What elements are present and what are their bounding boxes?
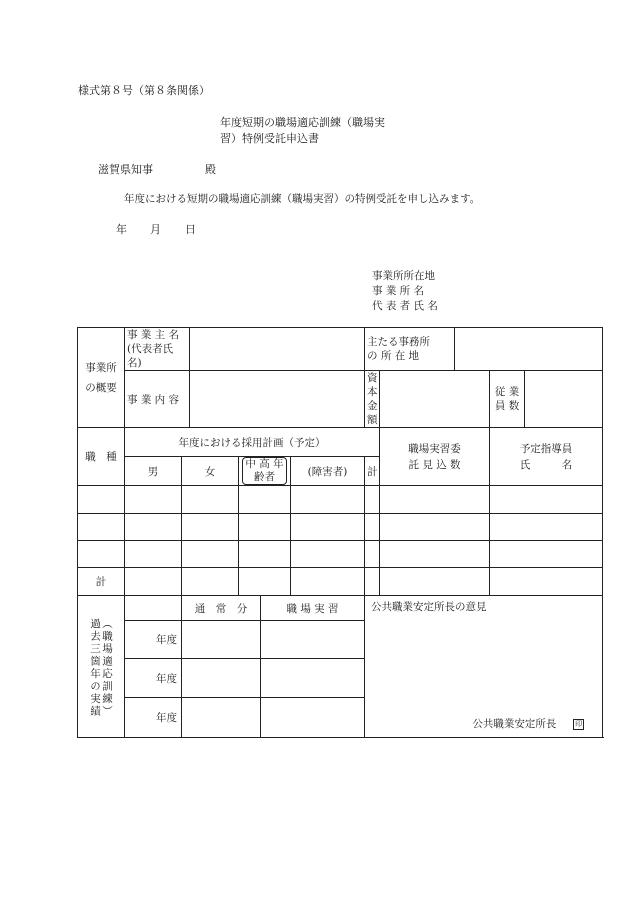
year-2-normal[interactable] xyxy=(182,659,261,698)
total-row xyxy=(78,568,603,596)
disabled-header: (障害者) xyxy=(291,457,365,486)
capital-value[interactable] xyxy=(380,371,490,428)
date-year: 年 xyxy=(116,223,127,236)
seal-icon: 印 xyxy=(575,719,583,728)
owner-value[interactable] xyxy=(190,328,365,371)
employees-value[interactable] xyxy=(525,371,603,428)
year-1-normal[interactable] xyxy=(182,621,261,659)
female-header: 女 xyxy=(182,457,239,486)
year-1-label: 年度 xyxy=(125,621,182,659)
statement: 年度における短期の職場適応訓練（職場実習）の特例受託を申し込みます。 xyxy=(124,193,481,205)
year-3-label: 年度 xyxy=(125,698,182,738)
form-number: 様式第８号（第８条関係） xyxy=(78,84,210,97)
hiring-plan-label: 年度における採用計画（予定） xyxy=(125,428,380,457)
owner-label: 事 業 主 名 (代表者氏名) xyxy=(125,328,190,371)
honorific: 殿 xyxy=(205,163,216,176)
business-value[interactable] xyxy=(190,371,365,428)
elderly-box: 中 高 年 齢者 xyxy=(242,457,286,485)
past-header-blank xyxy=(125,596,182,621)
table-row xyxy=(78,541,603,568)
instructor-label: 予定指導員 氏 名 xyxy=(490,428,603,486)
opinion-label: 公共職業安定所長の意見 xyxy=(371,601,487,613)
business-label: 事 業 内 容 xyxy=(125,371,190,428)
director-signature xyxy=(472,716,584,731)
subtotal-header: 計 xyxy=(365,457,380,486)
normal-header: 通 常 分 xyxy=(182,596,261,621)
main-office-label: 主たる事務所 の 所 在 地 xyxy=(365,328,455,371)
applicant-representative-label: 代 表 者 氏 名 xyxy=(372,300,438,312)
workplace-header: 職 場 実 習 xyxy=(261,596,365,621)
date-day: 日 xyxy=(185,223,196,236)
job-type-label: 職 種 xyxy=(78,428,125,486)
addressee: 滋賀県知事 xyxy=(98,163,153,176)
year-2-label: 年度 xyxy=(125,659,182,698)
male-header: 男 xyxy=(125,457,182,486)
title-line-1: 年度短期の職場適応訓練（職場実 xyxy=(220,116,385,129)
elderly-header xyxy=(239,457,291,486)
main-office-value[interactable] xyxy=(455,328,603,371)
overview-label: 事業所 の概要 xyxy=(78,328,125,428)
title-line-2: 習）特例受託申込書 xyxy=(220,132,319,145)
table-row xyxy=(78,514,603,541)
application-table xyxy=(77,327,603,738)
applicant-name-label: 事 業 所 名 xyxy=(372,285,425,297)
applicant-location-label: 事業所所在地 xyxy=(372,270,435,282)
year-3-workplace[interactable] xyxy=(261,698,365,738)
table-row xyxy=(78,486,603,514)
date-month: 月 xyxy=(150,223,161,236)
year-3-normal[interactable] xyxy=(182,698,261,738)
total-row-label: 計 xyxy=(78,568,125,596)
employees-label: 従 業 員 数 xyxy=(490,371,525,428)
year-1-workplace[interactable] xyxy=(261,621,365,659)
capital-label: 資 本 金 額 xyxy=(365,371,380,428)
year-2-workplace[interactable] xyxy=(261,659,365,698)
opinion-cell[interactable] xyxy=(365,596,603,738)
past-performance-label: 過去三箇年の実績（職場適応訓練） xyxy=(78,596,125,738)
director-label: 公共職業安定所長 xyxy=(472,718,557,730)
entrust-label: 職場実習委 託 見 込 数 xyxy=(380,428,490,486)
